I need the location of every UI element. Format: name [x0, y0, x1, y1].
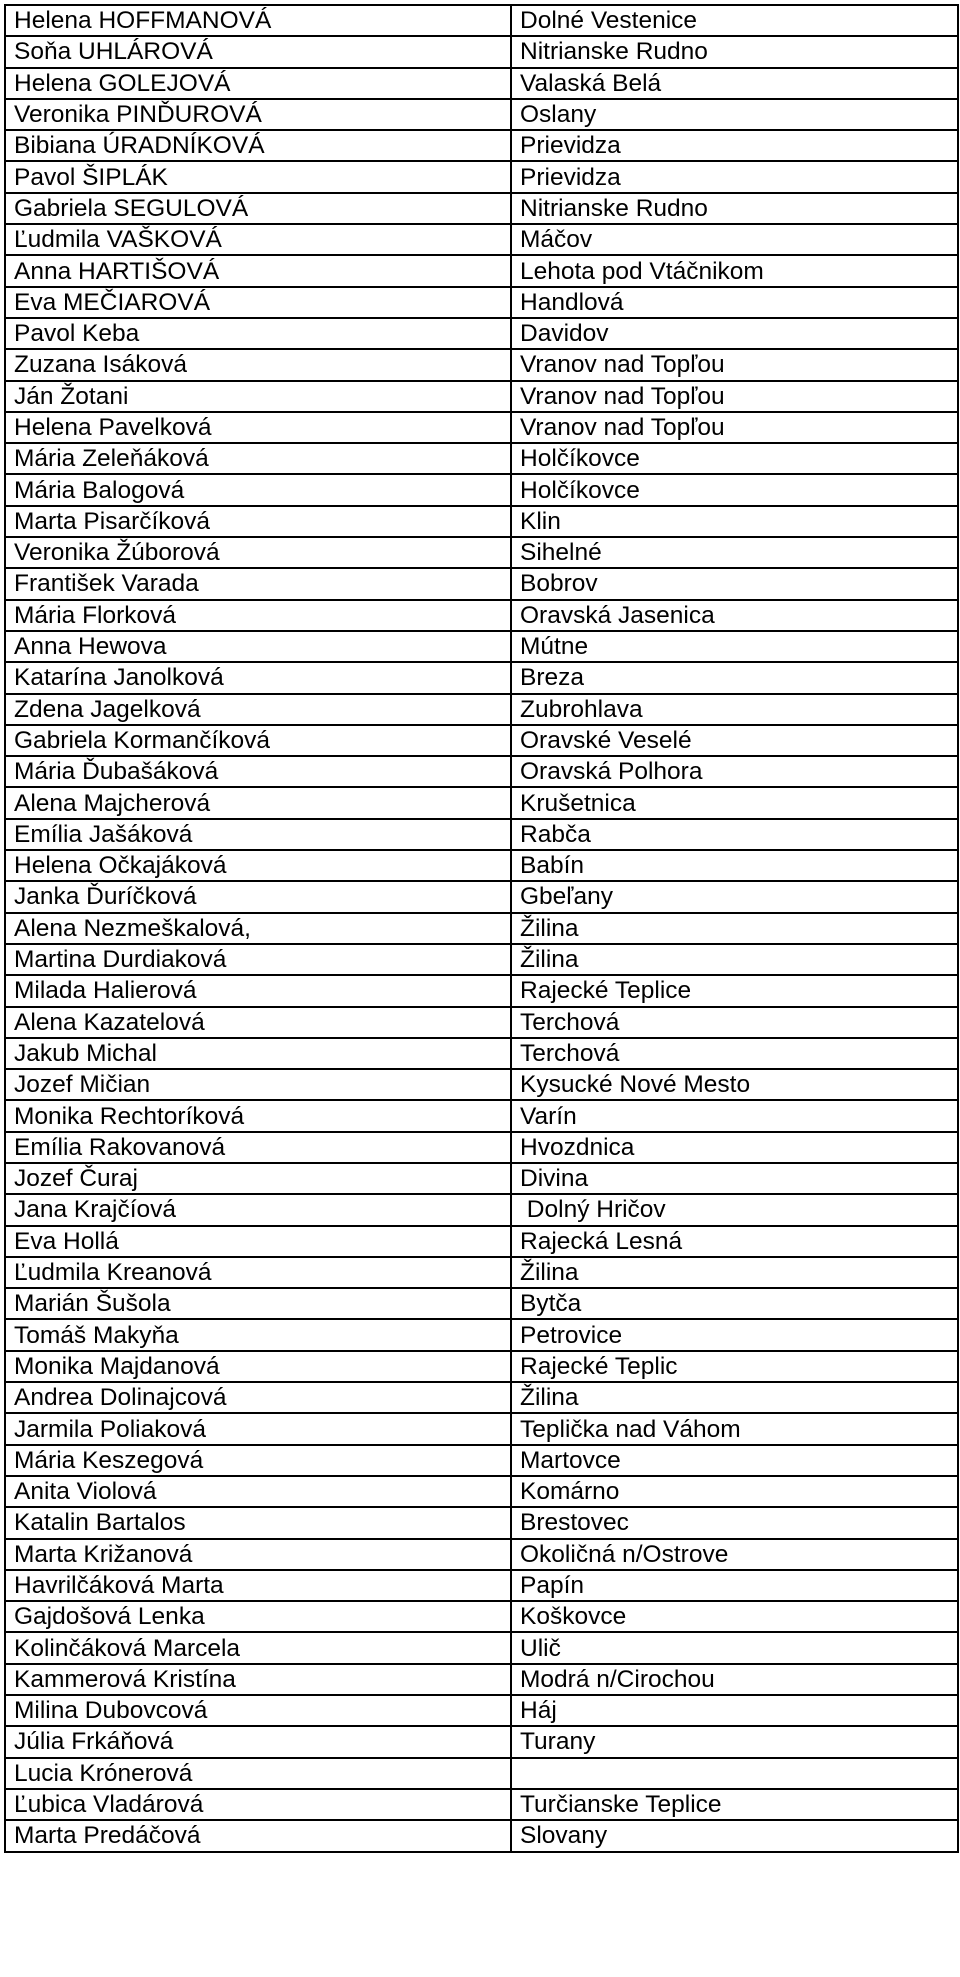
name-cell: Helena GOLEJOVÁ: [5, 68, 511, 99]
table-row: [5, 1507, 958, 1538]
table-row: [5, 1382, 958, 1413]
name-cell: František Varada: [5, 568, 511, 599]
town-cell: Breza: [511, 662, 958, 693]
name-cell: Alena Kazatelová: [5, 1007, 511, 1038]
town-cell: Máčov: [511, 224, 958, 255]
name-cell: Gajdošová Lenka: [5, 1601, 511, 1632]
table-row: [5, 1539, 958, 1570]
table-row: [5, 881, 958, 912]
names-table: [4, 4, 959, 1853]
town-cell: Mútne: [511, 631, 958, 662]
table-row: [5, 1319, 958, 1350]
town-cell: Turčianske Teplice: [511, 1789, 958, 1820]
name-cell: Tomáš Makyňa: [5, 1319, 511, 1350]
table-row: [5, 1664, 958, 1695]
town-cell: Nitrianske Rudno: [511, 36, 958, 67]
town-cell: Okoličná n/Ostrove: [511, 1539, 958, 1570]
table-row: [5, 913, 958, 944]
table-row: [5, 5, 958, 36]
town-cell: Žilina: [511, 1257, 958, 1288]
town-cell: Lehota pod Vtáčnikom: [511, 255, 958, 286]
table-row: [5, 224, 958, 255]
town-cell: Klin: [511, 506, 958, 537]
name-cell: Anna HARTIŠOVÁ: [5, 255, 511, 286]
town-cell: Brestovec: [511, 1507, 958, 1538]
table-row: [5, 1476, 958, 1507]
name-cell: Bibiana ÚRADNÍKOVÁ: [5, 130, 511, 161]
name-cell: Katalin Bartalos: [5, 1507, 511, 1538]
table-row: [5, 568, 958, 599]
name-cell: Kolinčáková Marcela: [5, 1632, 511, 1663]
name-cell: Helena HOFFMANOVÁ: [5, 5, 511, 36]
name-cell: Emília Rakovanová: [5, 1132, 511, 1163]
town-cell: Terchová: [511, 1038, 958, 1069]
table-row: [5, 1100, 958, 1131]
table-row: [5, 1695, 958, 1726]
town-cell: Nitrianske Rudno: [511, 193, 958, 224]
table-row: [5, 1257, 958, 1288]
table-row: [5, 850, 958, 881]
name-cell: Marián Šušola: [5, 1288, 511, 1319]
table-row: [5, 443, 958, 474]
name-cell: Anita Violová: [5, 1476, 511, 1507]
name-cell: Zuzana Isáková: [5, 349, 511, 380]
table-row: [5, 975, 958, 1006]
table-row: [5, 725, 958, 756]
town-cell: Krušetnica: [511, 787, 958, 818]
town-cell: Žilina: [511, 944, 958, 975]
table-row: [5, 694, 958, 725]
table-row: [5, 1007, 958, 1038]
table-row: [5, 1413, 958, 1444]
table-row: [5, 381, 958, 412]
name-cell: Eva Hollá: [5, 1226, 511, 1257]
name-cell: Jakub Michal: [5, 1038, 511, 1069]
town-cell: Oravská Polhora: [511, 756, 958, 787]
name-cell: Marta Križanová: [5, 1539, 511, 1570]
name-cell: Ján Žotani: [5, 381, 511, 412]
town-cell: Valaská Belá: [511, 68, 958, 99]
table-row: [5, 68, 958, 99]
table-row: [5, 130, 958, 161]
town-cell: Vranov nad Topľou: [511, 412, 958, 443]
town-cell: Davidov: [511, 318, 958, 349]
table-row: [5, 506, 958, 537]
name-cell: Mária Ďubašáková: [5, 756, 511, 787]
table-row: [5, 1288, 958, 1319]
town-cell: Teplička nad Váhom: [511, 1413, 958, 1444]
name-cell: Marta Pisarčíková: [5, 506, 511, 537]
town-cell: Terchová: [511, 1007, 958, 1038]
name-cell: Soňa UHLÁROVÁ: [5, 36, 511, 67]
table-row: [5, 1132, 958, 1163]
town-cell: Dolné Vestenice: [511, 5, 958, 36]
name-cell: Veronika PINĎUROVÁ: [5, 99, 511, 130]
table-row: [5, 944, 958, 975]
name-cell: Gabriela Kormančíková: [5, 725, 511, 756]
town-cell: Bytča: [511, 1288, 958, 1319]
town-cell: Babín: [511, 850, 958, 881]
name-cell: Milada Halierová: [5, 975, 511, 1006]
table-body: [5, 5, 958, 1852]
town-cell: Papín: [511, 1570, 958, 1601]
table-row: [5, 756, 958, 787]
name-cell: Zdena Jagelková: [5, 694, 511, 725]
town-cell: Háj: [511, 1695, 958, 1726]
town-cell: Rajecké Teplic: [511, 1351, 958, 1382]
town-cell: [511, 1758, 958, 1789]
town-cell: Martovce: [511, 1445, 958, 1476]
table-row: [5, 36, 958, 67]
town-cell: Rajecké Teplice: [511, 975, 958, 1006]
town-cell: Petrovice: [511, 1319, 958, 1350]
town-cell: Slovany: [511, 1820, 958, 1851]
table-row: [5, 1758, 958, 1789]
name-cell: Ľudmila VAŠKOVÁ: [5, 224, 511, 255]
town-cell: Koškovce: [511, 1601, 958, 1632]
name-cell: Helena Očkajáková: [5, 850, 511, 881]
name-cell: Helena Pavelková: [5, 412, 511, 443]
name-cell: Mária Balogová: [5, 474, 511, 505]
name-cell: Veronika Žúborová: [5, 537, 511, 568]
table-row: [5, 1069, 958, 1100]
table-row: [5, 1570, 958, 1601]
town-cell: Gbeľany: [511, 881, 958, 912]
town-cell: Komárno: [511, 1476, 958, 1507]
town-cell: Handlová: [511, 287, 958, 318]
town-cell: Rajecká Lesná: [511, 1226, 958, 1257]
name-cell: Júlia Frkáňová: [5, 1726, 511, 1757]
town-cell: Varín: [511, 1100, 958, 1131]
town-cell: Ulič: [511, 1632, 958, 1663]
name-cell: Anna Hewova: [5, 631, 511, 662]
table-row: [5, 1726, 958, 1757]
table-row: [5, 161, 958, 192]
name-cell: Jarmila Poliaková: [5, 1413, 511, 1444]
town-cell: Kysucké Nové Mesto: [511, 1069, 958, 1100]
name-cell: Jozef Mičian: [5, 1069, 511, 1100]
town-cell: Dolný Hričov: [511, 1194, 958, 1225]
town-cell: Holčíkovce: [511, 474, 958, 505]
table-row: [5, 412, 958, 443]
table-row: [5, 318, 958, 349]
table-row: [5, 1351, 958, 1382]
table-row: [5, 474, 958, 505]
table-row: [5, 193, 958, 224]
table-row: [5, 631, 958, 662]
name-cell: Ľubica Vladárová: [5, 1789, 511, 1820]
town-cell: Oslany: [511, 99, 958, 130]
table-row: [5, 1789, 958, 1820]
name-cell: Milina Dubovcová: [5, 1695, 511, 1726]
name-cell: Andrea Dolinajcová: [5, 1382, 511, 1413]
name-cell: Janka Ďuríčková: [5, 881, 511, 912]
town-cell: Rabča: [511, 819, 958, 850]
town-cell: Modrá n/Cirochou: [511, 1664, 958, 1695]
name-cell: Emília Jašáková: [5, 819, 511, 850]
town-cell: Divina: [511, 1163, 958, 1194]
town-cell: Oravské Veselé: [511, 725, 958, 756]
name-cell: Mária Keszegová: [5, 1445, 511, 1476]
name-cell: Lucia Krónerová: [5, 1758, 511, 1789]
name-cell: Pavol ŠIPLÁK: [5, 161, 511, 192]
table-row: [5, 99, 958, 130]
town-cell: Hvozdnica: [511, 1132, 958, 1163]
table-row: [5, 662, 958, 693]
table-row: [5, 600, 958, 631]
name-cell: Monika Majdanová: [5, 1351, 511, 1382]
name-cell: Jana Krajčíová: [5, 1194, 511, 1225]
table-row: [5, 537, 958, 568]
table-row: [5, 287, 958, 318]
table-row: [5, 819, 958, 850]
table-row: [5, 1445, 958, 1476]
table-row: [5, 1820, 958, 1851]
town-cell: Prievidza: [511, 161, 958, 192]
name-cell: Mária Florková: [5, 600, 511, 631]
table-row: [5, 787, 958, 818]
town-cell: Žilina: [511, 1382, 958, 1413]
town-cell: Sihelné: [511, 537, 958, 568]
town-cell: Zubrohlava: [511, 694, 958, 725]
town-cell: Turany: [511, 1726, 958, 1757]
name-cell: Jozef Čuraj: [5, 1163, 511, 1194]
name-cell: Katarína Janolková: [5, 662, 511, 693]
name-cell: Kammerová Kristína: [5, 1664, 511, 1695]
table-row: [5, 349, 958, 380]
name-cell: Havrilčáková Marta: [5, 1570, 511, 1601]
name-cell: Ľudmila Kreanová: [5, 1257, 511, 1288]
table-row: [5, 255, 958, 286]
name-cell: Monika Rechtoríková: [5, 1100, 511, 1131]
town-cell: Oravská Jasenica: [511, 600, 958, 631]
name-cell: Eva MEČIAROVÁ: [5, 287, 511, 318]
table-row: [5, 1194, 958, 1225]
table-row: [5, 1163, 958, 1194]
table-row: [5, 1601, 958, 1632]
name-cell: Marta Predáčová: [5, 1820, 511, 1851]
name-cell: Alena Nezmeškalová,: [5, 913, 511, 944]
town-cell: Holčíkovce: [511, 443, 958, 474]
name-cell: Pavol Keba: [5, 318, 511, 349]
table-row: [5, 1632, 958, 1663]
name-cell: Martina Durdiaková: [5, 944, 511, 975]
town-cell: Žilina: [511, 913, 958, 944]
name-cell: Mária Zeleňáková: [5, 443, 511, 474]
name-cell: Gabriela SEGULOVÁ: [5, 193, 511, 224]
table-row: [5, 1038, 958, 1069]
name-cell: Alena Majcherová: [5, 787, 511, 818]
town-cell: Prievidza: [511, 130, 958, 161]
town-cell: Vranov nad Topľou: [511, 381, 958, 412]
table-row: [5, 1226, 958, 1257]
town-cell: Bobrov: [511, 568, 958, 599]
town-cell: Vranov nad Topľou: [511, 349, 958, 380]
